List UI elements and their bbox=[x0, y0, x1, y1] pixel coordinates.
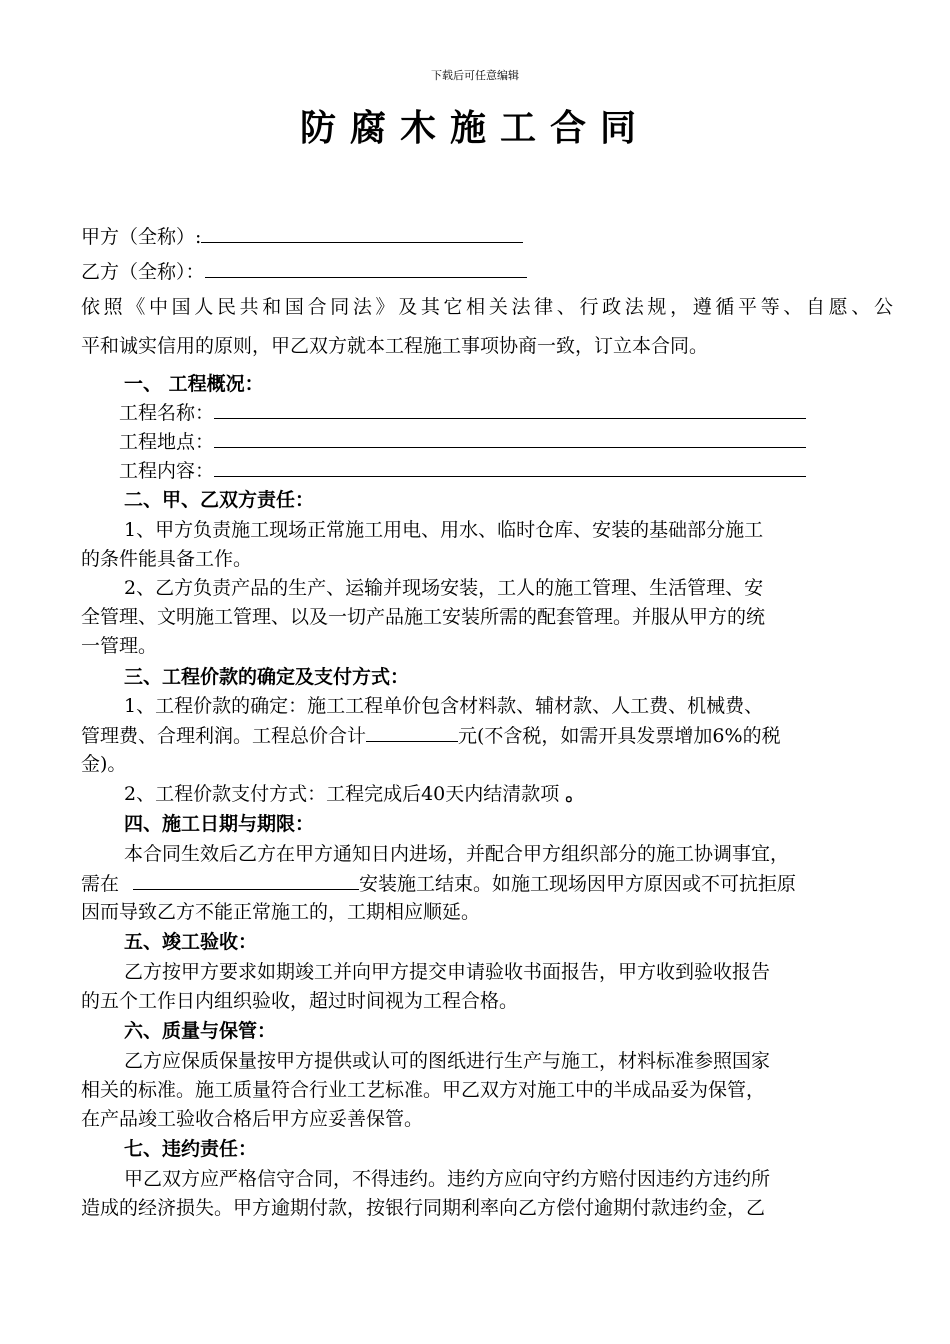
party-a-label: 甲方（全称）: bbox=[81, 226, 202, 248]
section-7-line-2: 造成的经济损失。甲方逾期付款，按银行同期利率向乙方偿付逾期付款违约金，乙 bbox=[81, 1197, 766, 1219]
project-location-line bbox=[119, 427, 806, 457]
party-b-label: 乙方（全称）： bbox=[81, 261, 205, 283]
section-4-line-2 bbox=[81, 869, 796, 899]
section-2-p2-line-3: 一管理。 bbox=[81, 635, 158, 657]
section-3-p2: 2、工程价款支付方式：工程完成后40天内结清款项 bbox=[124, 783, 566, 805]
section-3-p2-end: 。 bbox=[565, 783, 585, 805]
project-name-line bbox=[119, 398, 806, 428]
section-4-line-3: 因而导致乙方不能正常施工的，工期相应顺延。 bbox=[81, 901, 481, 923]
section-5-title: 五、竣工验收： bbox=[124, 931, 258, 953]
intro-line-2: 平和诚实信用的原则，甲乙双方就本工程施工事项协商一致，订立本合同。 bbox=[81, 335, 709, 357]
section-4-line-1: 本合同生效后乙方在甲方通知日内进场，并配合甲方组织部分的施工协调事宜， bbox=[124, 843, 790, 865]
section-3-p1-line-2 bbox=[81, 721, 781, 751]
section-2-p2-line-2: 全管理、文明施工管理、以及一切产品施工安装所需的配套管理。并服从甲方的统 bbox=[81, 606, 766, 628]
project-content-label: 工程内容： bbox=[119, 460, 215, 482]
section-3-p2-line bbox=[124, 780, 584, 809]
project-content-line bbox=[119, 456, 806, 486]
section-3-p1-line-1: 1、工程价款的确定：施工工程单价包含材料款、辅材款、人工费、机械费、 bbox=[124, 695, 764, 717]
total-price-blank bbox=[366, 721, 458, 742]
section-6-line-2: 相关的标准。施工质量符合行业工艺标准。甲乙双方对施工中的半成品妥为保管， bbox=[81, 1079, 766, 1101]
section-6-title: 六、质量与保管： bbox=[124, 1020, 277, 1042]
section-3-p1-line-2a: 管理费、合理利润。工程总价合计 bbox=[81, 725, 367, 747]
section-4-line-2a: 需在 bbox=[81, 873, 120, 895]
project-location-blank bbox=[214, 427, 806, 448]
party-a-line bbox=[81, 222, 523, 252]
section-1-title: 一、 工程概况： bbox=[124, 373, 264, 395]
header-note: 下载后可任意编辑 bbox=[431, 69, 519, 82]
section-7-title: 七、违约责任： bbox=[124, 1138, 258, 1160]
section-3-p1-line-2b: 元(不含税，如需开具发票增加6%的税 bbox=[458, 725, 781, 747]
contract-title: 防腐木施工合同 bbox=[299, 107, 650, 149]
project-name-label: 工程名称： bbox=[119, 402, 215, 424]
section-2-title: 二、甲、乙双方责任： bbox=[124, 489, 315, 511]
section-3-p1-line-3: 金)。 bbox=[81, 753, 127, 775]
section-2-p2-line-1: 2、乙方负责产品的生产、运输并现场安装，工人的施工管理、生活管理、安 bbox=[124, 577, 764, 599]
section-4-title: 四、施工日期与期限： bbox=[124, 813, 315, 835]
section-5-line-1: 乙方按甲方要求如期竣工并向甲方提交申请验收书面报告，甲方收到验收报告 bbox=[124, 961, 771, 983]
project-content-blank bbox=[214, 456, 806, 477]
project-location-label: 工程地点： bbox=[119, 431, 215, 453]
section-3-title: 三、工程价款的确定及支付方式： bbox=[124, 666, 410, 688]
section-6-line-1: 乙方应保质保量按甲方提供或认可的图纸进行生产与施工，材料标准参照国家 bbox=[124, 1050, 771, 1072]
section-2-p1-line-2: 的条件能具备工作。 bbox=[81, 548, 253, 570]
section-6-line-3: 在产品竣工验收合格后甲方应妥善保管。 bbox=[81, 1108, 424, 1130]
project-name-blank bbox=[214, 398, 806, 419]
party-a-blank bbox=[201, 222, 523, 243]
section-7-line-1: 甲乙双方应严格信守合同，不得违约。违约方应向守约方赔付因违约方违约所 bbox=[124, 1168, 771, 1190]
section-5-line-2: 的五个工作日内组织验收，超过时间视为工程合格。 bbox=[81, 990, 519, 1012]
section-2-p1-line-1: 1、甲方负责施工现场正常施工用电、用水、临时仓库、安装的基础部分施工 bbox=[124, 519, 764, 541]
party-b-blank bbox=[205, 257, 527, 278]
completion-date-blank bbox=[133, 869, 359, 890]
intro-line-1: 依照《中国人民共和国合同法》及其它相关法律、行政法规，遵循平等、自愿、公 bbox=[81, 296, 893, 318]
party-b-line bbox=[81, 257, 527, 287]
section-4-line-2b: 安装施工结束。如施工现场因甲方原因或不可抗拒原 bbox=[359, 873, 797, 895]
